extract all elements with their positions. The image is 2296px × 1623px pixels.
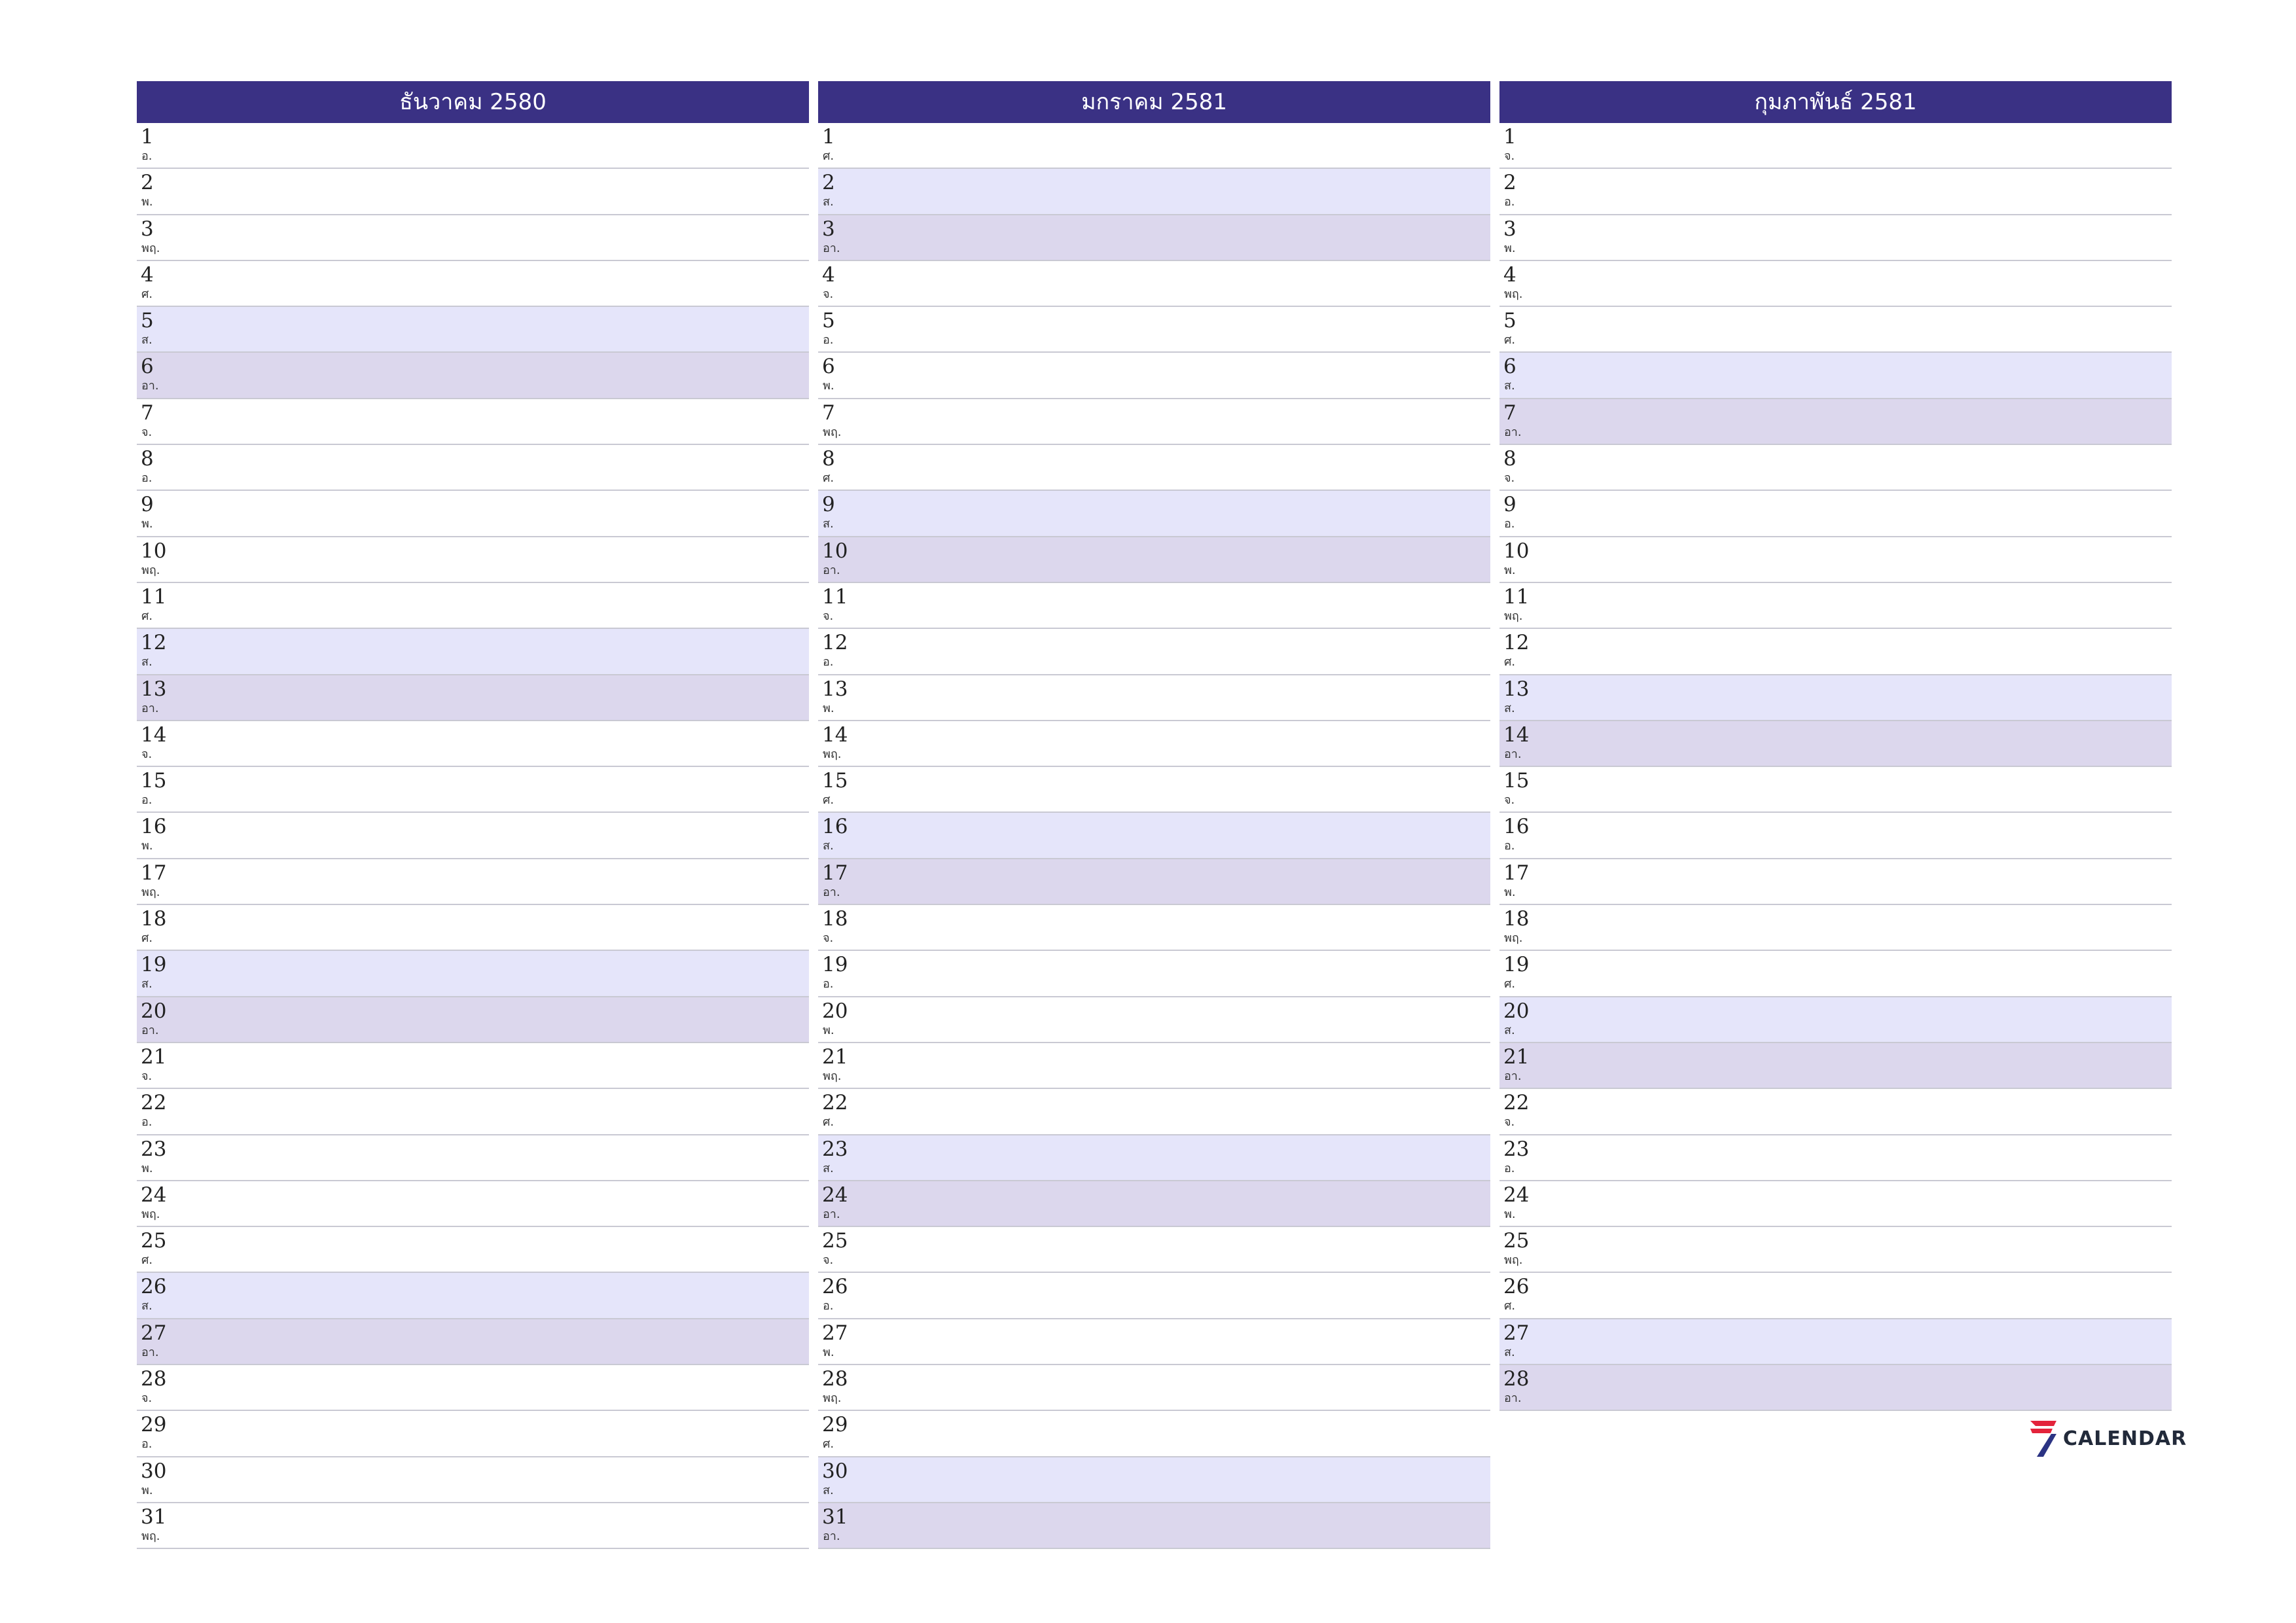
weekday-label: อ. — [1504, 1161, 1515, 1175]
weekday-label: อ. — [141, 471, 152, 486]
day-number: 15 — [1503, 769, 1530, 793]
day-number: 18 — [141, 907, 167, 931]
weekday-label: ศ. — [823, 1437, 834, 1452]
day-number: 13 — [1503, 677, 1530, 701]
day-number: 6 — [141, 355, 154, 379]
weekday-label: ส. — [823, 195, 834, 209]
day-row — [1499, 491, 2172, 537]
day-row — [137, 629, 809, 675]
day-number: 6 — [1503, 355, 1516, 379]
day-number: 23 — [141, 1137, 167, 1161]
weekday-label: พ. — [1504, 241, 1516, 255]
day-row — [137, 1411, 809, 1457]
day-number: 8 — [141, 447, 154, 471]
weekday-label: พฤ. — [823, 747, 842, 761]
weekday-label: ศ. — [141, 609, 153, 623]
weekday-label: จ. — [1504, 471, 1515, 486]
day-row — [137, 445, 809, 491]
day-row — [137, 1089, 809, 1135]
weekday-label: พฤ. — [141, 563, 160, 577]
weekday-label: อ. — [1504, 839, 1515, 853]
weekday-label: พ. — [823, 701, 834, 715]
day-number: 21 — [1503, 1044, 1530, 1069]
weekday-label: พฤ. — [823, 425, 842, 439]
day-number: 2 — [1503, 171, 1516, 195]
day-row — [137, 399, 809, 445]
day-row — [137, 905, 809, 951]
day-number: 26 — [1503, 1275, 1530, 1299]
day-row — [137, 997, 809, 1043]
day-number: 4 — [822, 262, 835, 287]
day-number: 16 — [141, 815, 167, 839]
day-row — [137, 353, 809, 399]
day-row — [818, 399, 1490, 445]
day-row — [818, 261, 1490, 307]
weekday-label: พฤ. — [141, 885, 160, 899]
day-number: 25 — [822, 1229, 848, 1253]
day-list — [818, 123, 1490, 1549]
day-row — [137, 859, 809, 905]
day-row — [137, 1181, 809, 1227]
day-number: 27 — [822, 1321, 848, 1345]
day-number: 28 — [822, 1367, 848, 1391]
day-number: 13 — [822, 677, 848, 701]
day-row — [1499, 123, 2172, 169]
day-number: 27 — [1503, 1321, 1530, 1345]
day-row — [818, 905, 1490, 951]
weekday-label: พฤ. — [823, 1391, 842, 1406]
seven-calendar-logo-icon — [2029, 1419, 2058, 1458]
weekday-label: ศ. — [141, 1253, 153, 1268]
day-row — [137, 721, 809, 767]
day-row — [818, 1135, 1490, 1181]
month-header: ธันวาคม 2580 — [137, 81, 809, 123]
day-number: 29 — [141, 1413, 167, 1437]
weekday-label: พ. — [1504, 563, 1516, 577]
weekday-label: พ. — [1504, 885, 1516, 899]
day-number: 5 — [141, 309, 154, 333]
day-number: 3 — [1503, 217, 1516, 241]
weekday-label: ส. — [823, 1483, 834, 1497]
weekday-label: ส. — [141, 655, 152, 669]
day-row — [818, 353, 1490, 399]
day-number: 26 — [141, 1275, 167, 1299]
day-row — [818, 445, 1490, 491]
day-row — [818, 997, 1490, 1043]
weekday-label: อา. — [1504, 1069, 1522, 1083]
weekday-label: ส. — [1504, 701, 1515, 715]
day-number: 31 — [141, 1505, 167, 1529]
weekday-label: พ. — [823, 1023, 834, 1037]
day-row — [137, 1503, 809, 1549]
weekday-label: จ. — [1504, 793, 1515, 808]
day-number: 5 — [822, 309, 835, 333]
weekday-label: อ. — [823, 1299, 834, 1313]
day-row — [137, 583, 809, 629]
day-row — [818, 1273, 1490, 1319]
day-row — [818, 1503, 1490, 1549]
day-row — [818, 1181, 1490, 1227]
weekday-label: อ. — [823, 977, 834, 991]
logo-text: CALENDAR — [2063, 1427, 2187, 1450]
weekday-label: พฤ. — [141, 1207, 160, 1221]
weekday-label: อา. — [1504, 1391, 1522, 1406]
weekday-label: อา. — [823, 563, 840, 577]
calendar-grid — [137, 81, 2172, 1549]
day-row — [1499, 767, 2172, 813]
weekday-label: พ. — [141, 1483, 153, 1497]
weekday-label: ศ. — [823, 149, 834, 163]
day-number: 19 — [822, 953, 848, 977]
day-row — [1499, 813, 2172, 859]
day-row — [1499, 997, 2172, 1043]
day-row — [137, 1365, 809, 1411]
day-row — [1499, 399, 2172, 445]
day-number: 18 — [822, 907, 848, 931]
day-number: 12 — [822, 631, 848, 655]
day-row — [1499, 1227, 2172, 1273]
weekday-label: อ. — [1504, 195, 1515, 209]
day-row — [137, 767, 809, 813]
day-row — [818, 1227, 1490, 1273]
weekday-label: อา. — [823, 241, 840, 255]
day-number: 22 — [822, 1091, 848, 1115]
weekday-label: พฤ. — [1504, 931, 1523, 946]
weekday-label: จ. — [1504, 1115, 1515, 1130]
day-row — [1499, 629, 2172, 675]
day-row — [1499, 905, 2172, 951]
day-number: 24 — [822, 1183, 848, 1207]
day-number: 10 — [822, 539, 848, 563]
weekday-label: ศ. — [1504, 655, 1516, 669]
month-column-december — [137, 81, 809, 1549]
weekday-label: ส. — [823, 517, 834, 531]
day-number: 11 — [1503, 584, 1530, 609]
day-number: 8 — [1503, 447, 1516, 471]
day-number: 20 — [141, 999, 167, 1023]
day-row — [137, 215, 809, 261]
weekday-label: พ. — [141, 839, 153, 853]
weekday-label: ส. — [141, 1299, 152, 1313]
day-row — [1499, 261, 2172, 307]
day-row — [137, 951, 809, 997]
weekday-label: จ. — [1504, 149, 1515, 163]
brand-logo — [2029, 1419, 2187, 1458]
weekday-label: อา. — [823, 885, 840, 899]
day-row — [137, 123, 809, 169]
day-number: 3 — [141, 217, 154, 241]
day-number: 5 — [1503, 309, 1516, 333]
month-column-january — [818, 81, 1490, 1549]
weekday-label: อา. — [141, 701, 159, 715]
weekday-label: จ. — [141, 1391, 152, 1406]
day-number: 10 — [1503, 539, 1530, 563]
day-number: 27 — [141, 1321, 167, 1345]
weekday-label: ศ. — [823, 1115, 834, 1130]
weekday-label: อ. — [823, 333, 834, 348]
weekday-label: พฤ. — [141, 1529, 160, 1543]
weekday-label: อ. — [141, 793, 152, 808]
day-row — [818, 951, 1490, 997]
day-row — [818, 767, 1490, 813]
weekday-label: ส. — [141, 333, 152, 348]
weekday-label: จ. — [823, 287, 834, 301]
day-row — [818, 1319, 1490, 1365]
weekday-label: อ. — [1504, 517, 1515, 531]
day-row — [1499, 1181, 2172, 1227]
day-number: 28 — [1503, 1367, 1530, 1391]
day-number: 29 — [822, 1413, 848, 1437]
day-row — [1499, 215, 2172, 261]
weekday-label: ส. — [1504, 1023, 1515, 1037]
day-number: 19 — [141, 953, 167, 977]
weekday-label: ส. — [1504, 1345, 1515, 1359]
day-number: 12 — [1503, 631, 1530, 655]
weekday-label: ศ. — [141, 931, 153, 946]
day-row — [818, 813, 1490, 859]
day-row — [1499, 951, 2172, 997]
day-row — [137, 813, 809, 859]
weekday-label: พ. — [141, 517, 153, 531]
day-row — [1499, 353, 2172, 399]
day-number: 12 — [141, 631, 167, 655]
day-row — [818, 169, 1490, 215]
day-row — [1499, 859, 2172, 905]
day-row — [137, 1043, 809, 1089]
weekday-label: ศ. — [823, 471, 834, 486]
month-column-february — [1499, 81, 2172, 1549]
day-row — [137, 1457, 809, 1503]
weekday-label: พฤ. — [823, 1069, 842, 1083]
day-number: 31 — [822, 1505, 848, 1529]
day-number: 11 — [822, 584, 848, 609]
day-row — [1499, 537, 2172, 583]
day-number: 7 — [141, 401, 154, 425]
day-number: 16 — [822, 815, 848, 839]
day-row — [818, 859, 1490, 905]
day-number: 26 — [822, 1275, 848, 1299]
day-row — [818, 307, 1490, 353]
weekday-label: อา. — [141, 1023, 159, 1037]
weekday-label: อ. — [141, 1115, 152, 1130]
day-number: 23 — [822, 1137, 848, 1161]
day-number: 7 — [1503, 401, 1516, 425]
day-row — [818, 583, 1490, 629]
weekday-label: พ. — [823, 379, 834, 393]
day-number: 20 — [1503, 999, 1530, 1023]
weekday-label: อ. — [141, 149, 152, 163]
weekday-label: พ. — [1504, 1207, 1516, 1221]
day-number: 2 — [141, 171, 154, 195]
day-number: 14 — [822, 722, 848, 747]
weekday-label: อ. — [823, 655, 834, 669]
day-number: 14 — [1503, 722, 1530, 747]
weekday-label: ศ. — [141, 287, 153, 301]
day-number: 11 — [141, 584, 167, 609]
day-row — [137, 491, 809, 537]
weekday-label: จ. — [141, 747, 152, 761]
day-row — [1499, 1273, 2172, 1319]
day-number: 20 — [822, 999, 848, 1023]
weekday-label: จ. — [823, 1253, 834, 1268]
day-row — [818, 123, 1490, 169]
day-number: 17 — [822, 861, 848, 885]
day-row — [818, 491, 1490, 537]
day-number: 22 — [1503, 1091, 1530, 1115]
day-row — [818, 1365, 1490, 1411]
weekday-label: พ. — [141, 195, 153, 209]
weekday-label: อา. — [141, 1345, 159, 1359]
weekday-label: ส. — [823, 1161, 834, 1175]
day-number: 17 — [1503, 861, 1530, 885]
month-header: มกราคม 2581 — [818, 81, 1490, 123]
day-number: 24 — [141, 1183, 167, 1207]
day-number: 7 — [822, 401, 835, 425]
day-number: 22 — [141, 1091, 167, 1115]
day-row — [1499, 307, 2172, 353]
day-row — [1499, 1043, 2172, 1089]
day-number: 9 — [141, 493, 154, 517]
day-row — [818, 1457, 1490, 1503]
day-number: 13 — [141, 677, 167, 701]
day-number: 30 — [141, 1459, 167, 1483]
weekday-label: พฤ. — [141, 241, 160, 255]
day-row — [818, 215, 1490, 261]
weekday-label: ศ. — [1504, 977, 1516, 991]
day-row — [818, 629, 1490, 675]
weekday-label: อา. — [141, 379, 159, 393]
day-row — [137, 307, 809, 353]
day-number: 21 — [141, 1044, 167, 1069]
day-number: 1 — [141, 125, 154, 149]
day-row — [1499, 445, 2172, 491]
weekday-label: ศ. — [1504, 1299, 1516, 1313]
day-number: 4 — [1503, 262, 1516, 287]
day-number: 1 — [822, 125, 835, 149]
day-row — [1499, 1135, 2172, 1181]
day-row — [137, 1319, 809, 1365]
weekday-label: ส. — [141, 977, 152, 991]
day-row — [818, 1043, 1490, 1089]
weekday-label: จ. — [141, 1069, 152, 1083]
day-row — [1499, 1319, 2172, 1365]
day-list — [137, 123, 809, 1549]
day-number: 15 — [141, 769, 167, 793]
weekday-label: อา. — [1504, 747, 1522, 761]
weekday-label: ส. — [823, 839, 834, 853]
day-number: 6 — [822, 355, 835, 379]
weekday-label: พ. — [141, 1161, 153, 1175]
weekday-label: ศ. — [823, 793, 834, 808]
day-row — [1499, 675, 2172, 721]
day-row — [137, 1273, 809, 1319]
weekday-label: อา. — [823, 1529, 840, 1543]
day-number: 10 — [141, 539, 167, 563]
weekday-label: พ. — [823, 1345, 834, 1359]
day-row — [137, 261, 809, 307]
day-row — [818, 675, 1490, 721]
day-row — [137, 169, 809, 215]
day-number: 9 — [822, 493, 835, 517]
day-number: 9 — [1503, 493, 1516, 517]
day-number: 3 — [822, 217, 835, 241]
day-list — [1499, 123, 2172, 1411]
day-number: 15 — [822, 769, 848, 793]
day-number: 4 — [141, 262, 154, 287]
day-row — [818, 1089, 1490, 1135]
day-row — [818, 721, 1490, 767]
weekday-label: อา. — [1504, 425, 1522, 439]
day-number: 28 — [141, 1367, 167, 1391]
day-row — [137, 675, 809, 721]
day-number: 25 — [1503, 1229, 1530, 1253]
day-row — [1499, 721, 2172, 767]
day-number: 14 — [141, 722, 167, 747]
day-number: 17 — [141, 861, 167, 885]
day-number: 23 — [1503, 1137, 1530, 1161]
weekday-label: ส. — [1504, 379, 1515, 393]
day-row — [137, 537, 809, 583]
day-row — [818, 537, 1490, 583]
weekday-label: พฤ. — [1504, 1253, 1523, 1268]
day-number: 16 — [1503, 815, 1530, 839]
day-row — [1499, 583, 2172, 629]
day-row — [818, 1411, 1490, 1457]
weekday-label: จ. — [823, 931, 834, 946]
day-number: 24 — [1503, 1183, 1530, 1207]
weekday-label: พฤ. — [1504, 287, 1523, 301]
day-row — [1499, 1089, 2172, 1135]
weekday-label: จ. — [141, 425, 152, 439]
day-row — [1499, 169, 2172, 215]
day-number: 19 — [1503, 953, 1530, 977]
day-row — [137, 1227, 809, 1273]
weekday-label: จ. — [823, 609, 834, 623]
weekday-label: พฤ. — [1504, 609, 1523, 623]
day-row — [1499, 1365, 2172, 1411]
day-number: 25 — [141, 1229, 167, 1253]
weekday-label: ศ. — [1504, 333, 1516, 348]
day-number: 21 — [822, 1044, 848, 1069]
month-header: กุมภาพันธ์ 2581 — [1499, 81, 2172, 123]
weekday-label: อา. — [823, 1207, 840, 1221]
day-number: 1 — [1503, 125, 1516, 149]
day-number: 2 — [822, 171, 835, 195]
day-number: 8 — [822, 447, 835, 471]
day-number: 30 — [822, 1459, 848, 1483]
day-number: 18 — [1503, 907, 1530, 931]
day-row — [137, 1135, 809, 1181]
weekday-label: อ. — [141, 1437, 152, 1452]
